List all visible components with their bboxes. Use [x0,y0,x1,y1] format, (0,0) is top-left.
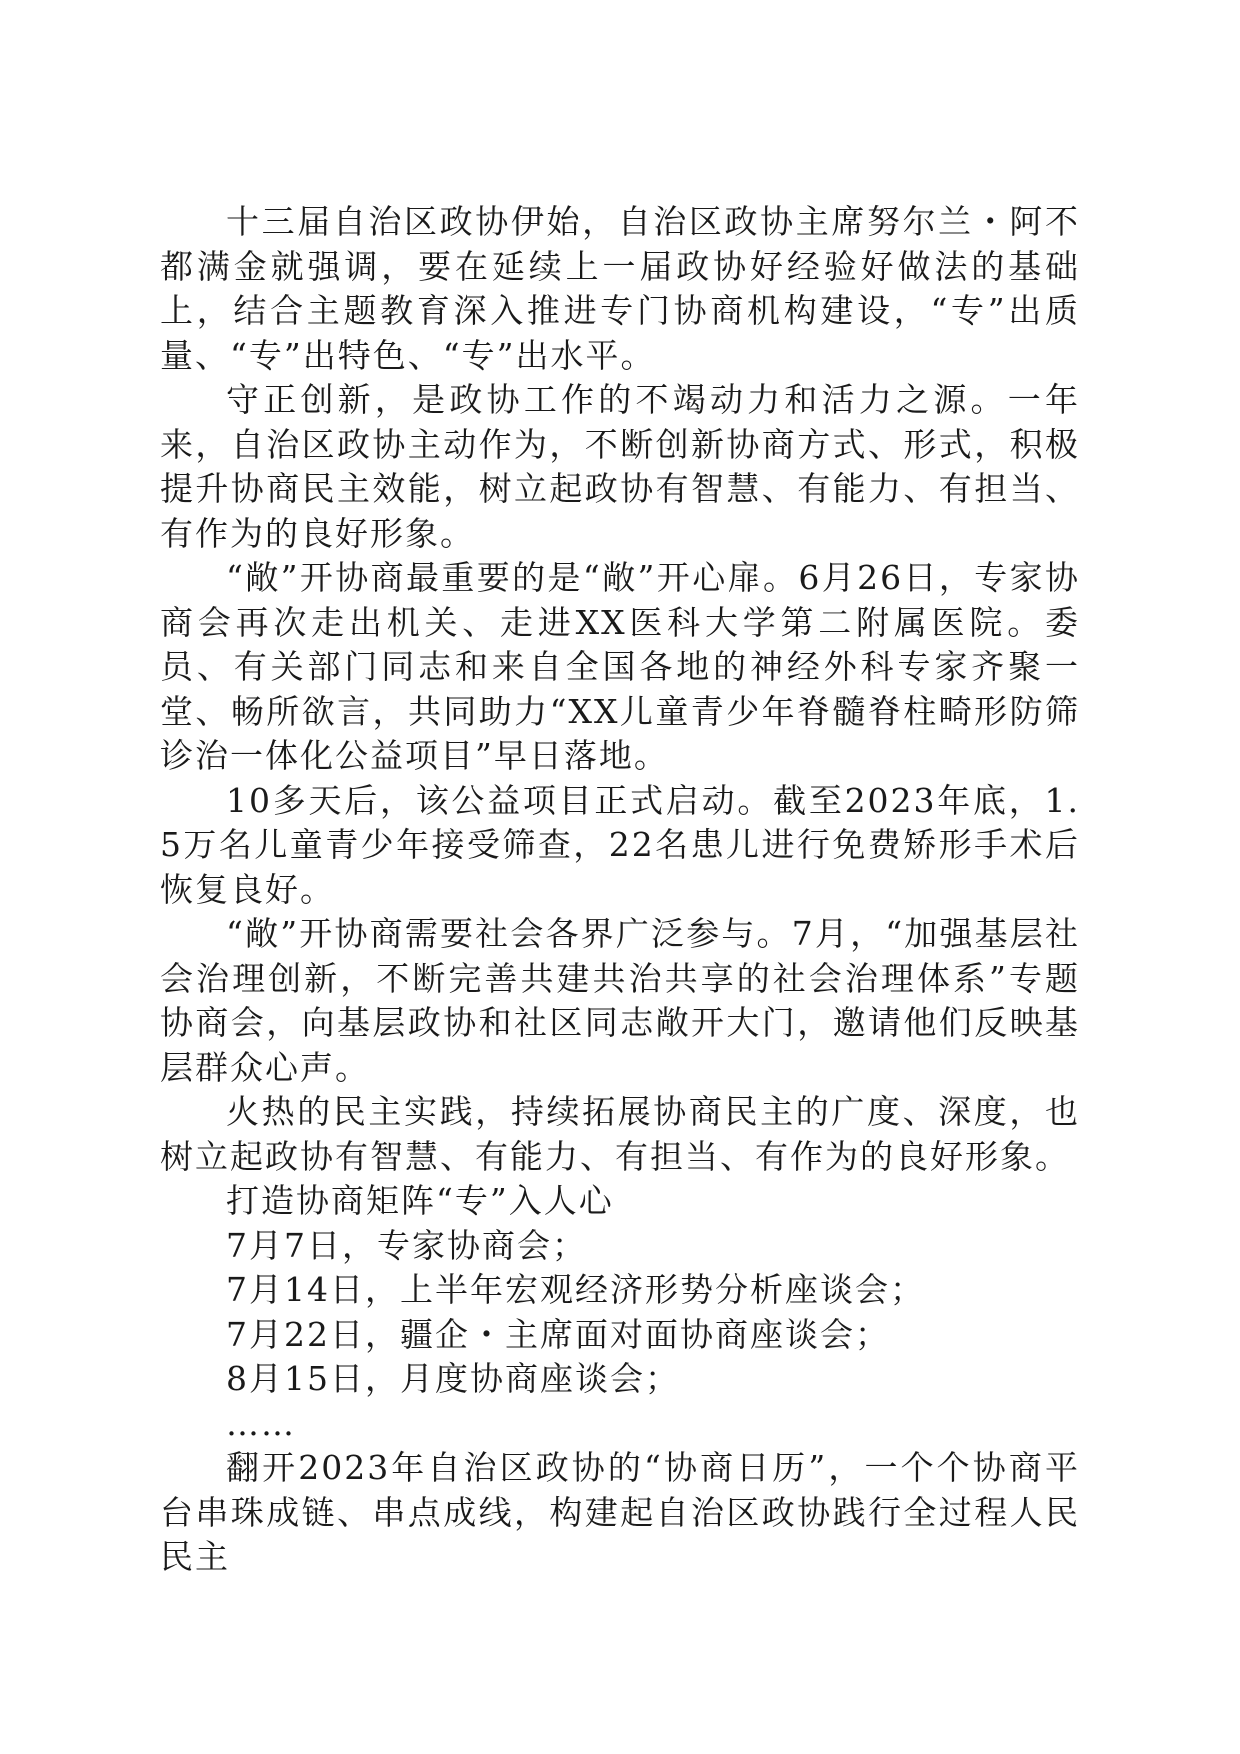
paragraph-democratic-practice: 火热的民主实践，持续拓展协商民主的广度、深度，也树立起政协有智慧、有能力、有担当、有作为的良好形象。 [160,1092,1080,1176]
calendar-item: 7月14日，上半年宏观经济形势分析座谈会； [226,1270,925,1309]
document-body [160,200,1080,1580]
paragraph-expert-consultation: “敞”开协商最重要的是“敞”开心扉。6月26日，专家协商会再次走出机关、走进XX医科大学第二附属医院。委员、有关部门同志和来自全国各地的神经外科专家齐聚一堂、畅所欲言，共同助力“XX儿童青少年脊髓脊柱畸形防筛诊治一体化公益项目”早日落地。 [160,558,1080,775]
paragraph-consultation-calendar: 翻开2023年自治区政协的“协商日历”，一个个协商平台串珠成链、串点成线，构建起自治区政协践行全过程人民民主 [160,1448,1080,1576]
paragraph-project-launch: 10多天后，该公益项目正式启动。截至2023年底，1.5万名儿童青少年接受筛查，22名患儿进行免费矫形手术后恢复良好。 [160,780,1080,909]
paragraph-innovation: 守正创新，是政协工作的不竭动力和活力之源。一年来，自治区政协主动作为，不断创新协商方式、形式，积极提升协商民主效能，树立起政协有智慧、有能力、有担当、有作为的良好形象。 [160,380,1080,553]
calendar-item: 7月7日，专家协商会； [226,1225,587,1265]
calendar-item: 7月22日，疆企・主席面对面协商座谈会； [226,1314,890,1354]
calendar-item: 8月15日，月度协商座谈会； [226,1359,680,1398]
paragraph-opening: 十三届自治区政协伊始，自治区政协主席努尔兰・阿不都满金就强调，要在延续上一届政协好经验好做法的基础上，结合主题教育深入推进专门协商机构建设，“专”出质量、“专”出特色、“专”出水平。 [160,202,1080,375]
paragraph-social-participation: “敞”开协商需要社会各界广泛参与。7月，“加强基层社会治理创新，不断完善共建共治共享的社会治理体系”专题协商会，向基层政协和社区同志敞开大门，邀请他们反映基层群众心声。 [160,914,1080,1087]
section-heading: 打造协商矩阵“专”入人心 [226,1181,614,1220]
ellipsis: …… [226,1403,296,1443]
